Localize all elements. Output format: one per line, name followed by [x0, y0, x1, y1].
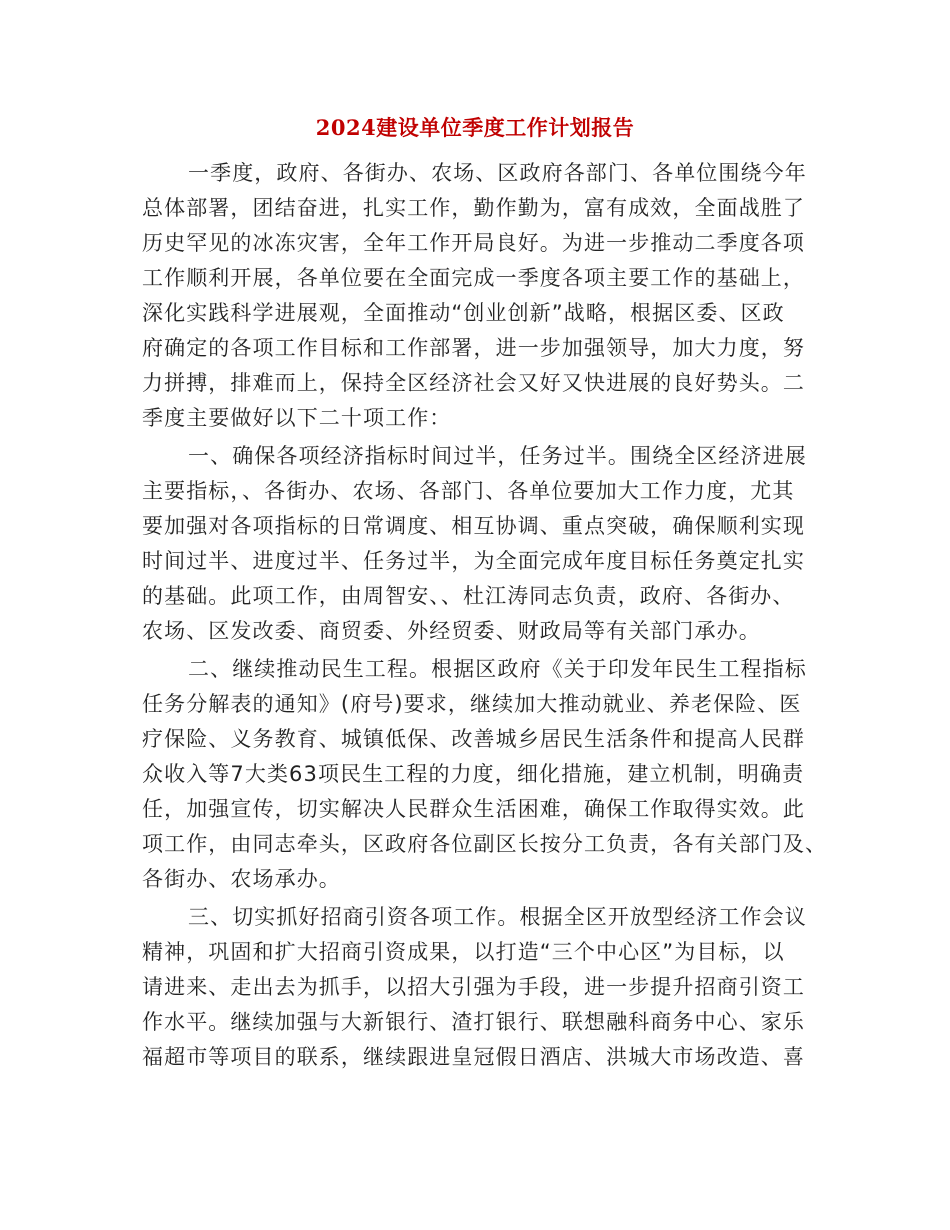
paragraph-3 [142, 652, 828, 897]
text-line: 工作顺利开展，各单位要在全面完成一季度各项主要工作的基础上， [142, 266, 805, 290]
text-line: 一、确保各项经济指标时间过半，任务过半。围绕全区经济进展 [188, 444, 807, 468]
text-line: 任务分解表的通知》(府号)要求，继续加大推动就业、养老保险、医 [142, 692, 802, 716]
paragraph-2 [142, 439, 810, 649]
text-line: 时间过半、进度过半、任务过半，为全面完成年度目标任务奠定扎实 [142, 549, 805, 573]
text-line: 总体部署，团结奋进，扎实工作，勤作勤为，富有成效，全面战胜了 [142, 196, 805, 220]
text-line: 力拼搏，排难而上，保持全区经济社会又好又快进展的良好势头。二 [142, 371, 805, 395]
text-line: 疗保险、义务教育、城镇低保、改善城乡居民生活条件和提高人民群 [142, 727, 805, 751]
document-body [142, 156, 828, 1075]
text-line: 农场、区发改委、商贸委、外经贸委、财政局等有关部门承办。 [142, 619, 761, 643]
text-line: 任，加强宣传，切实解决人民群众生活困难，确保工作取得实效。此 [142, 797, 805, 821]
text-line: 项工作，由同志牵头，区政府各位副区长按分工负责，各有关部门及、 [142, 832, 828, 856]
text-line: 作水平。继续加强与大新银行、渣打银行、联想融科商务中心、家乐 [142, 1010, 805, 1034]
text-line: 府确定的各项工作目标和工作部署，进一步加强领导，加大力度，努 [142, 336, 805, 360]
text-line: 要加强对各项指标的日常调度、相互协调、重点突破，确保顺利实现 [142, 514, 805, 538]
text-line: 的基础。此项工作，由周智安、、杜江涛同志负责，政府、各街办、 [142, 584, 795, 608]
paragraph-4 [142, 900, 810, 1075]
text-line: 二、继续推动民生工程。根据区政府《关于印发年民生工程指标 [188, 657, 807, 681]
text-line: 深化实践科学进展观，全面推动“创业创新”战略，根据区委、区政 [142, 301, 785, 325]
text-line: 各街办、农场承办。 [142, 867, 341, 891]
text-line: 请进来、走出去为抓手，以招大引强为手段，进一步提升招商引资工 [142, 975, 805, 999]
text-line: 季度主要做好以下二十项工作： [142, 406, 452, 430]
document-title: 2024建设单位季度工作计划报告 [315, 115, 635, 140]
text-line: 精神，巩固和扩大招商引资成果，以打造“三个中心区”为目标，以 [142, 940, 785, 964]
paragraph-1 [142, 156, 810, 436]
text-line: 一季度，政府、各街办、农场、区政府各部门、各单位围绕今年 [188, 161, 807, 185]
text-line: 三、切实抓好招商引资各项工作。根据全区开放型经济工作会议 [188, 905, 807, 929]
text-line: 众收入等7大类63项民生工程的力度，细化措施，建立机制，明确责 [142, 762, 805, 786]
text-line: 主要指标，、各街办、农场、各部门、各单位要加大工作力度，尤其 [142, 479, 795, 503]
text-line: 福超市等项目的联系，继续跟进皇冠假日酒店、洪城大市场改造、喜 [142, 1045, 805, 1069]
text-line: 历史罕见的冰冻灾害，全年工作开局良好。为进一步推动二季度各项 [142, 231, 805, 255]
